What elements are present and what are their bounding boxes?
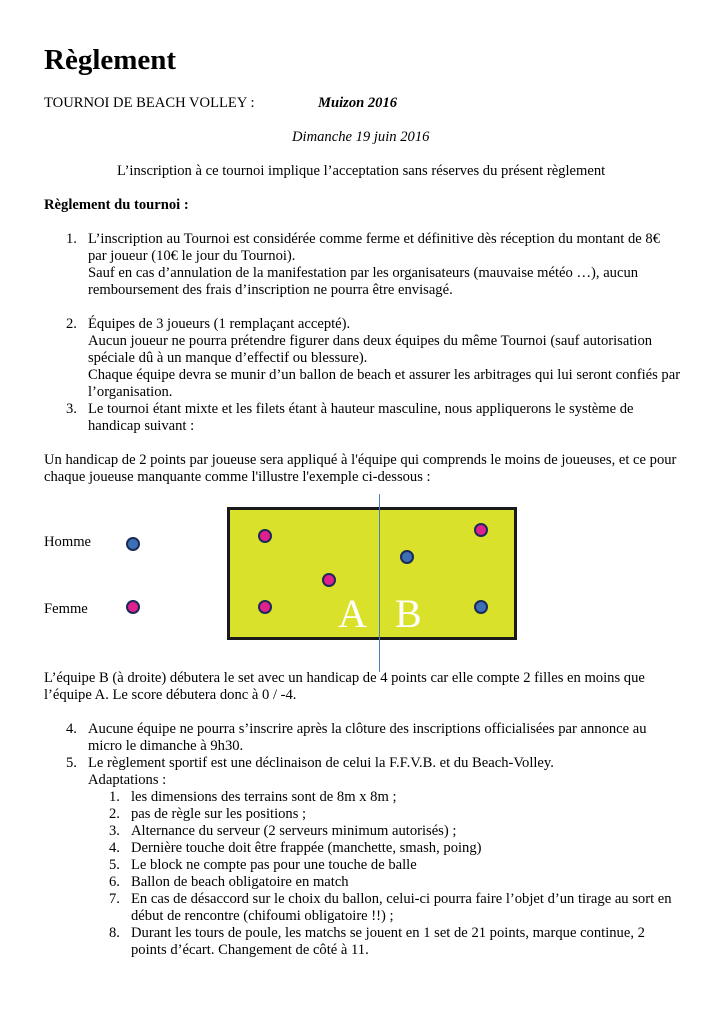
rule-number: 2. xyxy=(66,316,77,332)
acceptance-text: L’inscription à ce tournoi implique l’acceptation sans réserves du présent règlement xyxy=(117,163,606,179)
rule-1-line: remboursement des frais d’inscription ne pourra être envisagé. xyxy=(88,282,453,298)
rule-1-line: par joueur (10€ le jour du Tournoi). xyxy=(88,248,296,264)
page-title: Règlement xyxy=(44,44,177,76)
section-heading: Règlement du tournoi : xyxy=(44,197,189,213)
rule-3-line: handicap suivant : xyxy=(88,418,195,434)
example-text: l’équipe A. Le score débutera donc à 0 / -4. xyxy=(44,687,297,703)
adaptation-item: pas de règle sur les positions ; xyxy=(131,806,307,822)
adaptation-item: les dimensions des terrains sont de 8m x 8m ; xyxy=(131,789,397,805)
event-place: Muizon 2016 xyxy=(318,95,398,111)
handicap-text: chaque joueuse manquante comme l'illustre l'exemple ci-dessous : xyxy=(44,469,431,485)
team-a-label: A xyxy=(338,591,367,636)
adaptation-item: En cas de désaccord sur le choix du ballon, celui-ci pourra faire l’objet d’un tirage au sort en xyxy=(131,891,672,907)
male-player-icon xyxy=(400,550,414,564)
rule-2-line: Chaque équipe devra se munir d’un ballon de beach et assurer les arbitrages qui lui seront confiés par xyxy=(88,367,681,383)
adaptation-item: Dernière touche doit être frappée (manchette, smash, poing) xyxy=(131,840,482,856)
female-player-icon xyxy=(474,523,488,537)
adaptation-number: 7. xyxy=(109,891,120,907)
female-player-icon xyxy=(322,573,336,587)
male-player-icon xyxy=(474,600,488,614)
rule-number: 3. xyxy=(66,401,77,417)
adaptation-number: 8. xyxy=(109,925,120,941)
adaptation-item: Alternance du serveur (2 serveurs minimum autorisés) ; xyxy=(131,823,457,839)
adaptation-number: 4. xyxy=(109,840,120,856)
rule-1-line: Sauf en cas d’annulation de la manifestation par les organisateurs (mauvaise météo …), aucun xyxy=(88,265,639,281)
rule-5-line: Le règlement sportif est une déclinaison de celui la F.F.V.B. et du Beach-Volley. xyxy=(88,755,554,771)
rule-5-line: Adaptations : xyxy=(88,772,167,788)
female-player-icon xyxy=(258,529,272,543)
rule-2-line: Équipes de 3 joueurs (1 remplaçant accepté). xyxy=(88,316,351,332)
team-b-label: B xyxy=(395,591,422,636)
rule-number: 1. xyxy=(66,231,77,247)
male-player-icon xyxy=(126,537,140,551)
female-player-icon xyxy=(126,600,140,614)
rule-number: 5. xyxy=(66,755,77,771)
rule-number: 4. xyxy=(66,721,77,737)
adaptation-number: 6. xyxy=(109,874,120,890)
rule-2-line: Aucun joueur ne pourra prétendre figurer dans deux équipes du même Tournoi (sauf autorisation xyxy=(88,333,653,349)
adaptation-item: points d’écart. Changement de côté à 11. xyxy=(131,942,369,958)
event-label: TOURNOI DE BEACH VOLLEY : xyxy=(44,95,255,111)
rule-2-line: spéciale dû à un manque d’effectif ou blessure). xyxy=(88,350,368,366)
handicap-text: Un handicap de 2 points par joueuse sera appliqué à l'équipe qui comprends le moins de joueuses, et ce pour xyxy=(44,452,677,468)
rule-1-line: L’inscription au Tournoi est considérée comme ferme et définitive dès réception du montant de 8€ xyxy=(88,231,661,247)
adaptation-item: début de rencontre (chifoumi obligatoire !!) ; xyxy=(131,908,394,924)
legend-homme-label: Homme xyxy=(44,534,92,550)
adaptation-number: 2. xyxy=(109,806,120,822)
legend-femme-label: Femme xyxy=(44,601,88,617)
event-date: Dimanche 19 juin 2016 xyxy=(292,129,430,145)
adaptation-item: Durant les tours de poule, les matchs se jouent en 1 set de 21 points, marque continue, 2 xyxy=(131,925,645,941)
adaptation-number: 5. xyxy=(109,857,120,873)
rule-4-line: micro le dimanche à 9h30. xyxy=(88,738,244,754)
adaptation-item: Le block ne compte pas pour une touche de balle xyxy=(131,857,417,873)
female-player-icon xyxy=(258,600,272,614)
adaptation-number: 3. xyxy=(109,823,120,839)
adaptation-number: 1. xyxy=(109,789,120,805)
rule-4-line: Aucune équipe ne pourra s’inscrire après la clôture des inscriptions officialisées par annonce au xyxy=(88,721,647,737)
adaptation-item: Ballon de beach obligatoire en match xyxy=(131,874,349,890)
example-text: L’équipe B (à droite) débutera le set avec un handicap de 4 points car elle compte 2 filles en moins que xyxy=(44,670,645,686)
rule-3-line: Le tournoi étant mixte et les filets étant à hauteur masculine, nous appliquerons le système de xyxy=(88,401,634,417)
court-net-line xyxy=(379,494,380,672)
rule-2-line: l’organisation. xyxy=(88,384,173,400)
